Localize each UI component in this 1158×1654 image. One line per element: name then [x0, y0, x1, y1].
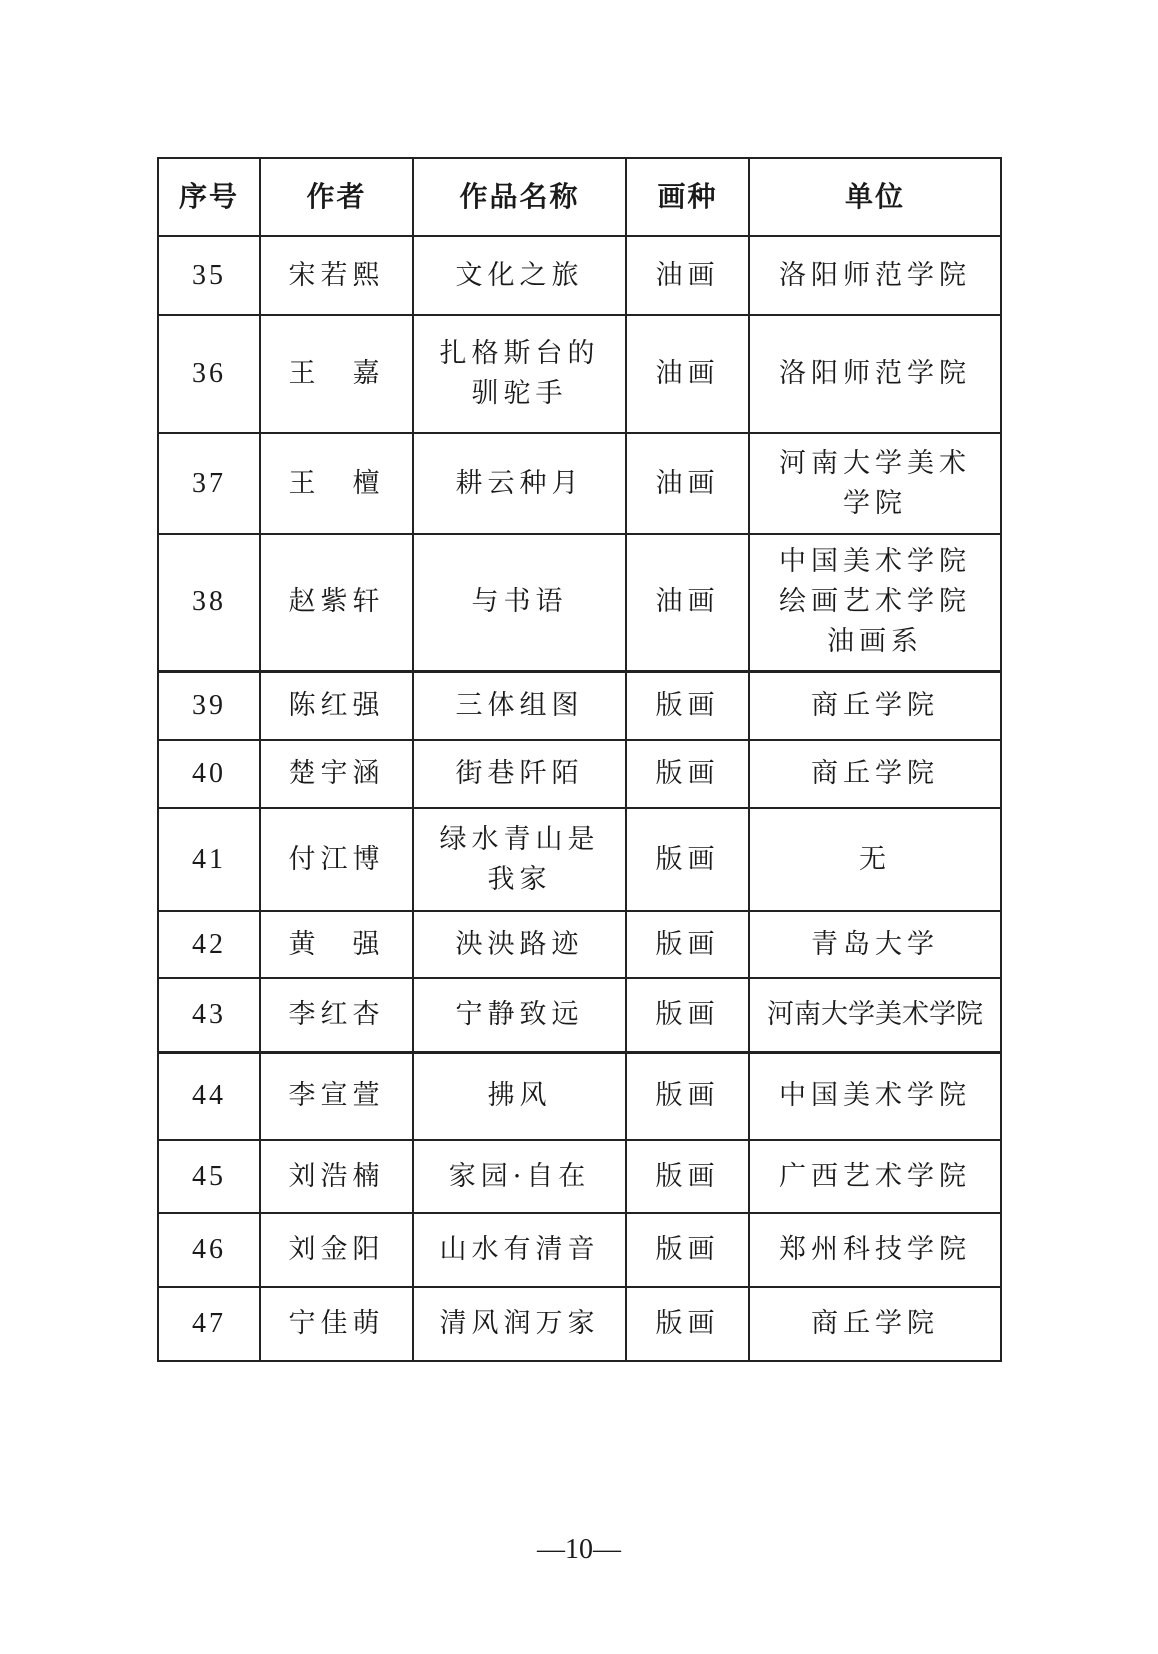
table-row	[158, 1052, 1001, 1140]
cell-author: 宁佳萌	[260, 1287, 413, 1361]
cell-author: 刘金阳	[260, 1213, 413, 1287]
cell-unit: 洛阳师范学院	[749, 236, 1001, 315]
cell-index: 46	[158, 1213, 260, 1287]
table-row	[158, 433, 1001, 534]
cell-title: 文化之旅	[413, 236, 626, 315]
table-row	[158, 911, 1001, 978]
cell-category: 油画	[626, 433, 749, 534]
cell-index: 39	[158, 671, 260, 740]
table-row	[158, 671, 1001, 740]
cell-title: 宁静致远	[413, 978, 626, 1052]
cell-unit: 无	[749, 808, 1001, 911]
cell-category: 版画	[626, 1287, 749, 1361]
cell-index: 36	[158, 315, 260, 433]
cell-author: 陈红强	[260, 671, 413, 740]
cell-title: 家园·自在	[413, 1140, 626, 1213]
cell-author: 李宣萱	[260, 1052, 413, 1140]
cell-author: 赵紫轩	[260, 534, 413, 671]
header-unit: 单位	[749, 158, 1001, 236]
cell-index: 44	[158, 1052, 260, 1140]
cell-category: 版画	[626, 1052, 749, 1140]
cell-category: 油画	[626, 236, 749, 315]
cell-unit: 商丘学院	[749, 671, 1001, 740]
cell-author: 王 嘉	[260, 315, 413, 433]
cell-author: 楚宇涵	[260, 740, 413, 808]
cell-index: 47	[158, 1287, 260, 1361]
header-author: 作者	[260, 158, 413, 236]
cell-unit: 洛阳师范学院	[749, 315, 1001, 433]
cell-title: 与书语	[413, 534, 626, 671]
cell-author: 李红杏	[260, 978, 413, 1052]
cell-unit: 青岛大学	[749, 911, 1001, 978]
cell-unit: 商丘学院	[749, 740, 1001, 808]
cell-title: 泱泱路迹	[413, 911, 626, 978]
cell-category: 版画	[626, 808, 749, 911]
cell-index: 37	[158, 433, 260, 534]
table-row	[158, 1213, 1001, 1287]
table-row	[158, 534, 1001, 671]
artwork-roster-table	[157, 157, 1002, 1362]
header-index: 序号	[158, 158, 260, 236]
table-row	[158, 978, 1001, 1052]
cell-title: 三体组图	[413, 671, 626, 740]
cell-index: 41	[158, 808, 260, 911]
cell-index: 42	[158, 911, 260, 978]
cell-category: 版画	[626, 978, 749, 1052]
cell-title: 绿水青山是我家	[413, 808, 626, 911]
cell-author: 黄 强	[260, 911, 413, 978]
cell-category: 油画	[626, 315, 749, 433]
cell-author: 宋若熙	[260, 236, 413, 315]
cell-author: 王 檀	[260, 433, 413, 534]
cell-category: 版画	[626, 1213, 749, 1287]
cell-author: 付江博	[260, 808, 413, 911]
cell-title: 街巷阡陌	[413, 740, 626, 808]
cell-category: 版画	[626, 1140, 749, 1213]
cell-unit: 河南大学美术学院	[749, 978, 1001, 1052]
page-number: —10—	[537, 1534, 621, 1565]
cell-category: 版画	[626, 671, 749, 740]
table-row	[158, 1140, 1001, 1213]
cell-category: 版画	[626, 740, 749, 808]
cell-title: 耕云种月	[413, 433, 626, 534]
cell-index: 43	[158, 978, 260, 1052]
cell-category: 油画	[626, 534, 749, 671]
cell-index: 40	[158, 740, 260, 808]
table-header-row	[158, 158, 1001, 236]
cell-unit: 广西艺术学院	[749, 1140, 1001, 1213]
cell-unit: 商丘学院	[749, 1287, 1001, 1361]
cell-author: 刘浩楠	[260, 1140, 413, 1213]
table-row	[158, 808, 1001, 911]
header-title: 作品名称	[413, 158, 626, 236]
table-row	[158, 1287, 1001, 1361]
cell-title: 拂风	[413, 1052, 626, 1140]
cell-category: 版画	[626, 911, 749, 978]
cell-unit: 中国美术学院绘画艺术学院油画系	[749, 534, 1001, 671]
table-row	[158, 740, 1001, 808]
cell-index: 35	[158, 236, 260, 315]
table-row	[158, 315, 1001, 433]
cell-title: 山水有清音	[413, 1213, 626, 1287]
cell-unit: 河南大学美术学院	[749, 433, 1001, 534]
cell-index: 38	[158, 534, 260, 671]
cell-unit: 郑州科技学院	[749, 1213, 1001, 1287]
table-row	[158, 236, 1001, 315]
cell-index: 45	[158, 1140, 260, 1213]
cell-title: 扎格斯台的驯驼手	[413, 315, 626, 433]
header-category: 画种	[626, 158, 749, 236]
cell-title: 清风润万家	[413, 1287, 626, 1361]
cell-unit: 中国美术学院	[749, 1052, 1001, 1140]
